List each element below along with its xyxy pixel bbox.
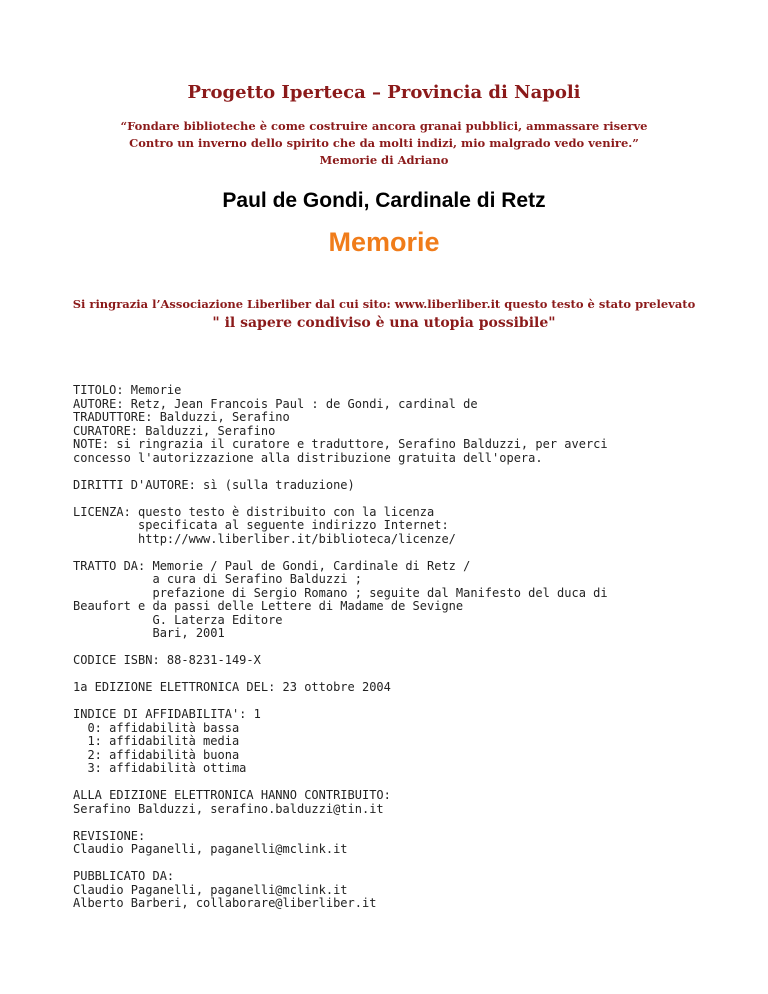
- quote-source: Memorie di Adriano: [319, 153, 449, 167]
- book-author: Paul de Gondi, Cardinale di Retz: [222, 189, 546, 212]
- book-title: Memorie: [328, 227, 440, 257]
- edition-metadata: TITOLO: Memorie AUTORE: Retz, Jean Francois Paul : de Gondi, cardinal de TRADUTTORE: Balduzzi, Serafino CURATORE: Balduzzi, Serafino NOTE: si ringrazia il curatore e traduttore, Serafino Balduzzi, per averci concesso l'autorizzazione alla distribuzione gratuita dell'opera. DIRITTI D'AUTORE: sì (sulla traduzione) LICENZA: questo testo è distribuito con la licenza specificata al seguente indirizzo Internet: http://www.liberliber.it/biblioteca/licenze/ TRATTO DA: Memorie / Paul de Gondi, Cardinale di Retz / a cura di Serafino Balduzzi ; prefazione di Sergio Romano ; seguite dal Manifesto del duca di Beaufort e da passi delle Lettere di Madame de Sevigne G. Laterza Editore Bari, 2001 CODICE ISBN: 88-8231-149-X 1a EDIZIONE ELETTRONICA DEL: 23 ottobre 2004 INDICE DI AFFIDABILITA': 1 0: affidabilità bassa 1: affidabilità media 2: affidabilità buona 3: affidabilità ottima ALLA EDIZIONE ELETTRONICA HANNO CONTRIBUITO: Serafino Balduzzi, serafino.balduzzi@tin.it REVISIONE: Claudio Paganelli, paganelli@mclink.it PUBBLICATO DA: Claudio Paganelli, paganelli@mclink.it Alberto Barberi, collaborare@liberliber.it: [73, 383, 608, 910]
- quote-line: “Fondare biblioteche è come costruire ancora granai pubblici, ammassare riserve: [120, 119, 648, 133]
- acknowledgement-line: Si ringrazia l’Associazione Liberliber dal cui sito: www.liberliber.it questo testo è stato prelevato: [72, 297, 696, 311]
- epigraph-quote: [0, 118, 768, 169]
- quote-line: Contro un inverno dello spirito che da molti indizi, mio malgrado vedo venire.”: [129, 136, 639, 150]
- project-title: Progetto Iperteca – Provincia di Napoli: [187, 82, 581, 103]
- motto: " il sapere condiviso è una utopia possibile": [212, 315, 556, 331]
